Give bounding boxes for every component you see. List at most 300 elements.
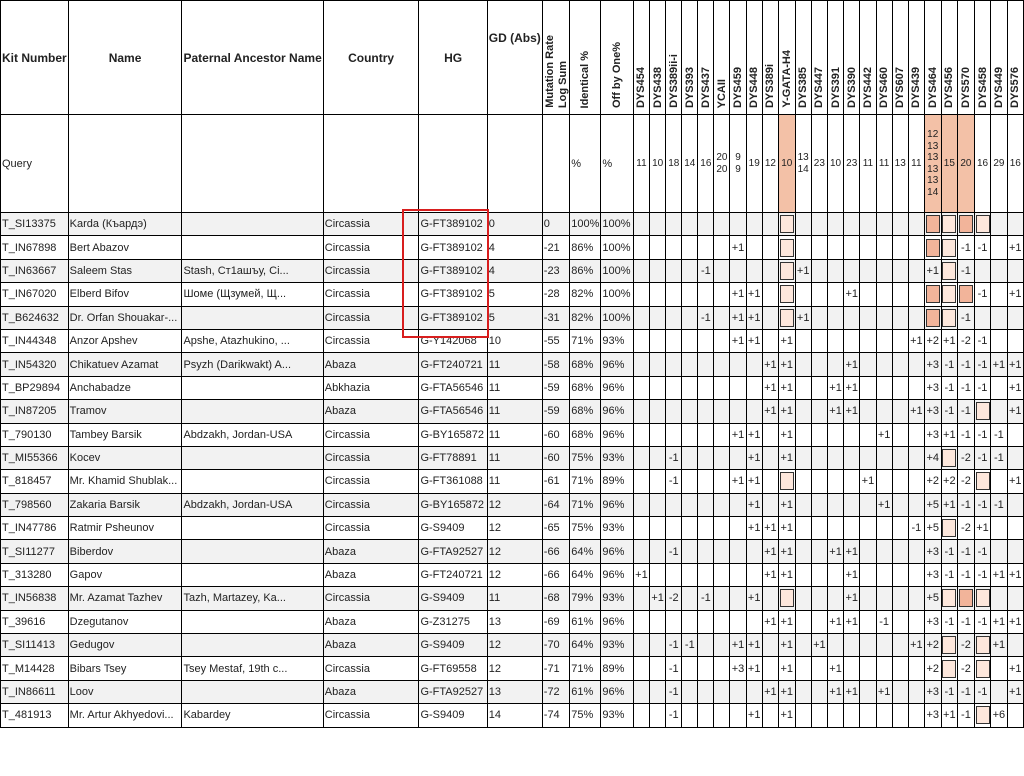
marker-diff-cell bbox=[991, 493, 1007, 516]
marker-diff-value: +1 bbox=[1008, 662, 1022, 675]
table-row[interactable] bbox=[1, 587, 1024, 610]
marker-header-dys454[interactable]: DYS454 bbox=[633, 1, 649, 115]
marker-diff-cell bbox=[860, 634, 876, 657]
table-row[interactable] bbox=[1, 610, 1024, 633]
identical-pct-cell: 100% bbox=[570, 213, 601, 236]
marker-diff-cell bbox=[1007, 657, 1024, 680]
marker-diff-cell bbox=[778, 283, 795, 306]
marker-diff-cell bbox=[746, 306, 762, 329]
mutation-rate-cell: -58 bbox=[542, 353, 569, 376]
marker-diff-cell bbox=[666, 400, 682, 423]
marker-diff-cell bbox=[958, 680, 975, 703]
marker-diff-cell bbox=[762, 680, 778, 703]
marker-diff-value: +1 bbox=[780, 428, 794, 441]
table-row[interactable] bbox=[1, 470, 1024, 493]
table-row[interactable] bbox=[1, 680, 1024, 703]
off-by-one-header[interactable]: Off by One% bbox=[601, 1, 633, 115]
genetic-distance-cell: 12 bbox=[487, 517, 542, 540]
marker-diff-cell bbox=[730, 329, 746, 352]
marker-diff-value: -1 bbox=[977, 545, 988, 558]
marker-diff-cell bbox=[908, 400, 924, 423]
name-cell: Tambey Barsik bbox=[68, 423, 182, 446]
marker-diff-cell bbox=[844, 400, 860, 423]
marker-diff-cell bbox=[908, 587, 924, 610]
marker-diff-value: +1 bbox=[1008, 475, 1022, 488]
haplogroup-cell: G-FT389102 bbox=[419, 259, 487, 282]
marker-diff-cell bbox=[714, 353, 730, 376]
name-cell: Mr. Khamid Shublak... bbox=[68, 470, 182, 493]
haplogroup-cell: G-FTA56546 bbox=[419, 400, 487, 423]
marker-diff-cell bbox=[730, 213, 746, 236]
marker-diff-cell bbox=[682, 236, 698, 259]
marker-diff-cell bbox=[666, 213, 682, 236]
mismatch-marker-swatch bbox=[942, 449, 956, 467]
genetic-distance-cell: 12 bbox=[487, 493, 542, 516]
query-offbyone: % bbox=[601, 115, 633, 213]
marker-diff-value: -1 bbox=[961, 498, 971, 511]
country-cell: Abaza bbox=[323, 563, 419, 586]
mismatch-marker-swatch bbox=[942, 262, 956, 280]
table-row[interactable] bbox=[1, 259, 1024, 282]
marker-diff-value: +1 bbox=[764, 686, 777, 698]
marker-diff-cell bbox=[666, 423, 682, 446]
marker-diff-cell bbox=[892, 306, 908, 329]
marker-diff-cell bbox=[778, 446, 795, 469]
mutation-rate-header[interactable] bbox=[542, 1, 569, 115]
paternal-ancestor-cell: Abdzakh, Jordan-USA bbox=[182, 423, 323, 446]
marker-diff-cell bbox=[730, 283, 746, 306]
marker-diff-cell bbox=[778, 704, 795, 727]
marker-diff-cell bbox=[778, 236, 795, 259]
marker-header-dys576[interactable]: DYS576 bbox=[1007, 1, 1024, 115]
marker-diff-cell bbox=[650, 470, 666, 493]
marker-header-dys607[interactable]: DYS607 bbox=[892, 1, 908, 115]
genetic-distance-cell: 13 bbox=[487, 680, 542, 703]
identical-pct-cell: 75% bbox=[570, 517, 601, 540]
mutation-rate-cell: -31 bbox=[542, 306, 569, 329]
identical-pct-cell: 71% bbox=[570, 470, 601, 493]
marker-diff-value: -1 bbox=[700, 311, 711, 324]
marker-diff-value: +1 bbox=[780, 405, 794, 418]
marker-diff-value: -1 bbox=[944, 381, 955, 394]
mismatch-marker-swatch bbox=[942, 239, 956, 257]
marker-diff-cell bbox=[974, 329, 991, 352]
haplogroup-cell: G-BY165872 bbox=[419, 493, 487, 516]
table-row[interactable] bbox=[1, 423, 1024, 446]
marker-diff-cell bbox=[924, 446, 941, 469]
mutation-rate-cell: -60 bbox=[542, 446, 569, 469]
identical-pct-cell: 61% bbox=[570, 680, 601, 703]
marker-diff-cell bbox=[908, 540, 924, 563]
country-cell: Circassia bbox=[323, 236, 419, 259]
name-cell: Biberdov bbox=[68, 540, 182, 563]
marker-header-dys389i[interactable]: DYS389i bbox=[762, 1, 778, 115]
marker-diff-value: +1 bbox=[747, 452, 761, 465]
marker-diff-cell bbox=[714, 540, 730, 563]
country-cell: Circassia bbox=[323, 446, 419, 469]
marker-diff-cell bbox=[666, 259, 682, 282]
identical-pct-cell: 68% bbox=[570, 400, 601, 423]
marker-header-dys464[interactable]: DYS464 bbox=[924, 1, 941, 115]
marker-diff-value: -1 bbox=[961, 358, 971, 371]
marker-diff-cell bbox=[908, 446, 924, 469]
marker-diff-value: +1 bbox=[747, 311, 761, 324]
marker-diff-cell bbox=[1007, 610, 1024, 633]
table-row[interactable] bbox=[1, 283, 1024, 306]
marker-diff-cell bbox=[1007, 259, 1024, 282]
marker-diff-cell bbox=[827, 353, 843, 376]
marker-diff-cell bbox=[941, 446, 958, 469]
query-marker-value: 16 bbox=[698, 115, 714, 213]
marker-header-ycaii[interactable]: YCAII bbox=[714, 1, 730, 115]
name-cell: Zakaria Barsik bbox=[68, 493, 182, 516]
marker-diff-cell bbox=[924, 634, 941, 657]
marker-diff-cell bbox=[633, 657, 649, 680]
marker-diff-cell bbox=[827, 400, 843, 423]
marker-diff-value: +1 bbox=[635, 569, 648, 582]
marker-diff-cell bbox=[650, 213, 666, 236]
marker-diff-cell bbox=[892, 329, 908, 352]
marker-diff-cell bbox=[682, 470, 698, 493]
name-cell: Ratmir Psheunov bbox=[68, 517, 182, 540]
marker-diff-cell bbox=[860, 283, 876, 306]
marker-diff-value: +1 bbox=[1008, 241, 1022, 254]
query-marker-value: 16 bbox=[974, 115, 991, 213]
marker-diff-cell bbox=[762, 446, 778, 469]
marker-diff-cell bbox=[1007, 680, 1024, 703]
marker-diff-cell bbox=[860, 329, 876, 352]
marker-diff-cell bbox=[666, 704, 682, 727]
marker-diff-cell bbox=[811, 283, 827, 306]
marker-diff-cell bbox=[682, 587, 698, 610]
kit-number-cell: T_M14428 bbox=[1, 657, 69, 680]
mismatch-marker-swatch bbox=[959, 589, 973, 607]
marker-diff-value: +1 bbox=[780, 615, 794, 628]
marker-diff-cell bbox=[958, 704, 975, 727]
off-by-one-cell: 93% bbox=[601, 329, 633, 352]
marker-diff-cell bbox=[876, 517, 892, 540]
marker-diff-value: +5 bbox=[926, 498, 939, 511]
marker-diff-value: +2 bbox=[943, 475, 956, 488]
marker-header-dys456[interactable]: DYS456 bbox=[941, 1, 958, 115]
marker-diff-cell bbox=[941, 634, 958, 657]
mismatch-marker-swatch bbox=[976, 472, 990, 490]
marker-diff-cell bbox=[778, 306, 795, 329]
marker-diff-cell bbox=[1007, 634, 1024, 657]
mutation-rate-cell: -71 bbox=[542, 657, 569, 680]
table-row[interactable] bbox=[1, 657, 1024, 680]
marker-diff-cell bbox=[1007, 540, 1024, 563]
marker-diff-cell bbox=[941, 680, 958, 703]
marker-diff-cell bbox=[974, 259, 991, 282]
marker-diff-cell bbox=[844, 634, 860, 657]
marker-diff-cell bbox=[991, 517, 1007, 540]
marker-diff-value: +1 bbox=[780, 545, 794, 558]
paternal-ancestor-cell bbox=[182, 446, 323, 469]
marker-diff-cell bbox=[974, 306, 991, 329]
mutation-rate-cell: -70 bbox=[542, 634, 569, 657]
paternal-ancestor-cell: Stash, Ст1ашъу, Ci... bbox=[182, 259, 323, 282]
marker-diff-cell bbox=[908, 306, 924, 329]
haplogroup-cell: G-FTA92527 bbox=[419, 680, 487, 703]
marker-diff-cell bbox=[991, 353, 1007, 376]
kit-number-header[interactable]: Kit Number bbox=[1, 1, 69, 115]
marker-diff-cell bbox=[811, 517, 827, 540]
marker-diff-cell bbox=[908, 704, 924, 727]
table-row[interactable] bbox=[1, 306, 1024, 329]
marker-diff-cell bbox=[633, 493, 649, 516]
marker-diff-value: -1 bbox=[977, 381, 988, 394]
marker-diff-cell bbox=[908, 236, 924, 259]
marker-diff-cell bbox=[650, 704, 666, 727]
marker-header-y-gata-h4[interactable]: Y-GATA-H4 bbox=[778, 1, 795, 115]
marker-header-dys438[interactable]: DYS438 bbox=[650, 1, 666, 115]
marker-diff-cell bbox=[941, 704, 958, 727]
marker-diff-value: +1 bbox=[764, 615, 777, 628]
query-marker-value: 10 bbox=[650, 115, 666, 213]
mutation-rate-cell: -59 bbox=[542, 400, 569, 423]
off-by-one-cell: 100% bbox=[601, 236, 633, 259]
marker-diff-cell bbox=[974, 236, 991, 259]
marker-diff-cell bbox=[778, 587, 795, 610]
marker-diff-cell bbox=[844, 376, 860, 399]
table-row[interactable] bbox=[1, 634, 1024, 657]
marker-diff-value: +1 bbox=[747, 335, 761, 348]
marker-diff-cell bbox=[908, 657, 924, 680]
marker-diff-value: +1 bbox=[747, 428, 761, 441]
marker-diff-value: +1 bbox=[910, 639, 923, 652]
marker-diff-value: +1 bbox=[731, 475, 745, 488]
marker-diff-cell bbox=[762, 306, 778, 329]
marker-diff-cell bbox=[974, 213, 991, 236]
marker-header-dys459[interactable]: DYS459 bbox=[730, 1, 746, 115]
marker-diff-cell bbox=[958, 563, 975, 586]
marker-diff-cell bbox=[633, 610, 649, 633]
off-by-one-cell: 96% bbox=[601, 493, 633, 516]
marker-diff-cell bbox=[714, 446, 730, 469]
marker-diff-cell bbox=[924, 704, 941, 727]
marker-diff-cell bbox=[892, 657, 908, 680]
off-by-one-cell: 96% bbox=[601, 563, 633, 586]
marker-diff-cell bbox=[827, 493, 843, 516]
marker-diff-cell bbox=[730, 680, 746, 703]
marker-diff-cell bbox=[714, 470, 730, 493]
off-by-one-cell: 93% bbox=[601, 446, 633, 469]
table-row[interactable] bbox=[1, 213, 1024, 236]
marker-diff-cell bbox=[892, 259, 908, 282]
marker-diff-cell bbox=[827, 563, 843, 586]
table-row[interactable] bbox=[1, 353, 1024, 376]
marker-header-dys448[interactable]: DYS448 bbox=[746, 1, 762, 115]
marker-diff-value: -1 bbox=[700, 264, 711, 277]
marker-diff-cell bbox=[876, 259, 892, 282]
paternal-ancestor-cell bbox=[182, 517, 323, 540]
marker-diff-cell bbox=[746, 423, 762, 446]
marker-header-dys391[interactable]: DYS391 bbox=[827, 1, 843, 115]
paternal-ancestor-cell bbox=[182, 376, 323, 399]
marker-header-dys442[interactable]: DYS442 bbox=[860, 1, 876, 115]
marker-diff-cell bbox=[958, 446, 975, 469]
marker-diff-cell bbox=[860, 259, 876, 282]
genetic-distance-cell: 11 bbox=[487, 400, 542, 423]
marker-diff-value: +1 bbox=[910, 405, 923, 418]
marker-diff-cell bbox=[730, 634, 746, 657]
table-row[interactable] bbox=[1, 517, 1024, 540]
name-cell: Dr. Orfan Shouakar-... bbox=[68, 306, 182, 329]
marker-diff-cell bbox=[876, 704, 892, 727]
marker-diff-value: +1 bbox=[1008, 381, 1022, 394]
marker-header-dys385[interactable]: DYS385 bbox=[795, 1, 811, 115]
kit-number-cell: T_IN47786 bbox=[1, 517, 69, 540]
marker-diff-value: +1 bbox=[845, 288, 858, 301]
marker-diff-value: -1 bbox=[700, 592, 711, 605]
marker-header-dys393[interactable]: DYS393 bbox=[682, 1, 698, 115]
marker-diff-cell bbox=[991, 610, 1007, 633]
table-row[interactable] bbox=[1, 329, 1024, 352]
marker-diff-cell bbox=[892, 446, 908, 469]
off-by-one-cell: 93% bbox=[601, 634, 633, 657]
marker-diff-cell bbox=[811, 470, 827, 493]
marker-diff-cell bbox=[892, 610, 908, 633]
marker-diff-cell bbox=[730, 236, 746, 259]
name-header[interactable]: Name bbox=[68, 1, 182, 115]
paternal-ancestor-cell bbox=[182, 540, 323, 563]
marker-diff-cell bbox=[795, 680, 811, 703]
marker-diff-value: -1 bbox=[668, 686, 679, 698]
marker-header-dys447[interactable]: DYS447 bbox=[811, 1, 827, 115]
country-cell: Circassia bbox=[323, 657, 419, 680]
marker-diff-cell bbox=[650, 634, 666, 657]
genetic-distance-cell: 5 bbox=[487, 283, 542, 306]
off-by-one-cell: 100% bbox=[601, 283, 633, 306]
paternal-ancestor-cell bbox=[182, 680, 323, 703]
marker-diff-cell bbox=[811, 376, 827, 399]
table-row[interactable] bbox=[1, 540, 1024, 563]
country-header[interactable]: Country bbox=[323, 1, 419, 115]
marker-diff-value: +1 bbox=[829, 545, 842, 558]
marker-diff-cell bbox=[908, 423, 924, 446]
marker-diff-cell bbox=[650, 329, 666, 352]
marker-diff-value: +1 bbox=[992, 569, 1006, 582]
table-row[interactable] bbox=[1, 236, 1024, 259]
country-cell: Circassia bbox=[323, 423, 419, 446]
marker-diff-cell bbox=[991, 470, 1007, 493]
marker-diff-cell bbox=[974, 540, 991, 563]
marker-diff-cell bbox=[650, 680, 666, 703]
marker-diff-value: -1 bbox=[668, 662, 679, 675]
marker-diff-cell bbox=[714, 259, 730, 282]
name-cell: Dzegutanov bbox=[68, 610, 182, 633]
marker-diff-value: +1 bbox=[780, 381, 794, 394]
marker-diff-value: +2 bbox=[926, 662, 939, 675]
marker-diff-cell bbox=[924, 329, 941, 352]
marker-diff-value: +1 bbox=[780, 686, 794, 698]
identical-pct-header[interactable]: Identical % bbox=[570, 1, 601, 115]
marker-header-dys437[interactable]: DYS437 bbox=[698, 1, 714, 115]
marker-header-dys458[interactable]: DYS458 bbox=[974, 1, 991, 115]
marker-diff-cell bbox=[827, 283, 843, 306]
marker-diff-cell bbox=[746, 657, 762, 680]
marker-diff-cell bbox=[633, 329, 649, 352]
marker-diff-value: -1 bbox=[961, 428, 971, 441]
table-row[interactable] bbox=[1, 446, 1024, 469]
marker-diff-cell bbox=[844, 259, 860, 282]
marker-diff-cell bbox=[876, 400, 892, 423]
mismatch-marker-swatch bbox=[976, 589, 990, 607]
marker-diff-cell bbox=[958, 353, 975, 376]
genetic-distance-cell: 10 bbox=[487, 329, 542, 352]
marker-diff-value: -1 bbox=[961, 241, 971, 254]
marker-diff-cell bbox=[811, 540, 827, 563]
kit-number-cell: T_IN67020 bbox=[1, 283, 69, 306]
marker-diff-cell bbox=[908, 259, 924, 282]
marker-header-dys390[interactable]: DYS390 bbox=[844, 1, 860, 115]
country-cell: Circassia bbox=[323, 213, 419, 236]
marker-diff-value: -2 bbox=[961, 335, 971, 348]
marker-diff-cell bbox=[860, 376, 876, 399]
country-cell: Abaza bbox=[323, 634, 419, 657]
marker-header-dys460[interactable]: DYS460 bbox=[876, 1, 892, 115]
marker-diff-cell bbox=[827, 517, 843, 540]
marker-header-dys449[interactable]: DYS449 bbox=[991, 1, 1007, 115]
marker-header-dys389ii-i[interactable]: DYS389ii-i bbox=[666, 1, 682, 115]
query-marker-value: 23 bbox=[811, 115, 827, 213]
table-row[interactable] bbox=[1, 376, 1024, 399]
marker-diff-cell bbox=[698, 634, 714, 657]
marker-diff-value: +5 bbox=[926, 522, 939, 535]
marker-diff-cell bbox=[746, 353, 762, 376]
identical-pct-cell: 82% bbox=[570, 283, 601, 306]
genetic-distance-cell: 4 bbox=[487, 236, 542, 259]
table-row[interactable] bbox=[1, 400, 1024, 423]
paternal-ancestor-header[interactable]: Paternal Ancestor Name bbox=[182, 1, 323, 115]
marker-diff-value: +1 bbox=[845, 686, 858, 698]
kit-number-cell: T_IN56838 bbox=[1, 587, 69, 610]
kit-number-cell: T_818457 bbox=[1, 470, 69, 493]
table-row[interactable] bbox=[1, 563, 1024, 586]
marker-diff-cell bbox=[876, 353, 892, 376]
table-row[interactable] bbox=[1, 704, 1024, 727]
haplogroup-cell: G-FTA56546 bbox=[419, 376, 487, 399]
marker-header-dys570[interactable]: DYS570 bbox=[958, 1, 975, 115]
marker-diff-value: +1 bbox=[813, 639, 826, 652]
mutation-rate-cell: -21 bbox=[542, 236, 569, 259]
marker-diff-cell bbox=[876, 283, 892, 306]
marker-diff-cell bbox=[650, 400, 666, 423]
marker-diff-cell bbox=[892, 587, 908, 610]
marker-diff-cell bbox=[974, 610, 991, 633]
marker-diff-cell bbox=[762, 329, 778, 352]
marker-diff-cell bbox=[762, 540, 778, 563]
marker-diff-cell bbox=[730, 306, 746, 329]
marker-diff-value: -1 bbox=[668, 545, 679, 558]
haplogroup-cell: G-FT361088 bbox=[419, 470, 487, 493]
genetic-distance-header[interactable]: GD (Abs) bbox=[487, 1, 542, 115]
marker-diff-cell bbox=[666, 540, 682, 563]
marker-header-dys439[interactable]: DYS439 bbox=[908, 1, 924, 115]
marker-diff-cell bbox=[860, 680, 876, 703]
marker-diff-cell bbox=[730, 540, 746, 563]
table-row[interactable] bbox=[1, 493, 1024, 516]
marker-diff-value: +3 bbox=[926, 709, 939, 722]
marker-diff-cell bbox=[746, 587, 762, 610]
marker-diff-cell bbox=[908, 610, 924, 633]
off-by-one-cell: 100% bbox=[601, 213, 633, 236]
marker-diff-cell bbox=[876, 306, 892, 329]
haplogroup-header[interactable]: HG bbox=[419, 1, 487, 115]
identical-pct-cell: 79% bbox=[570, 587, 601, 610]
marker-diff-cell bbox=[698, 423, 714, 446]
